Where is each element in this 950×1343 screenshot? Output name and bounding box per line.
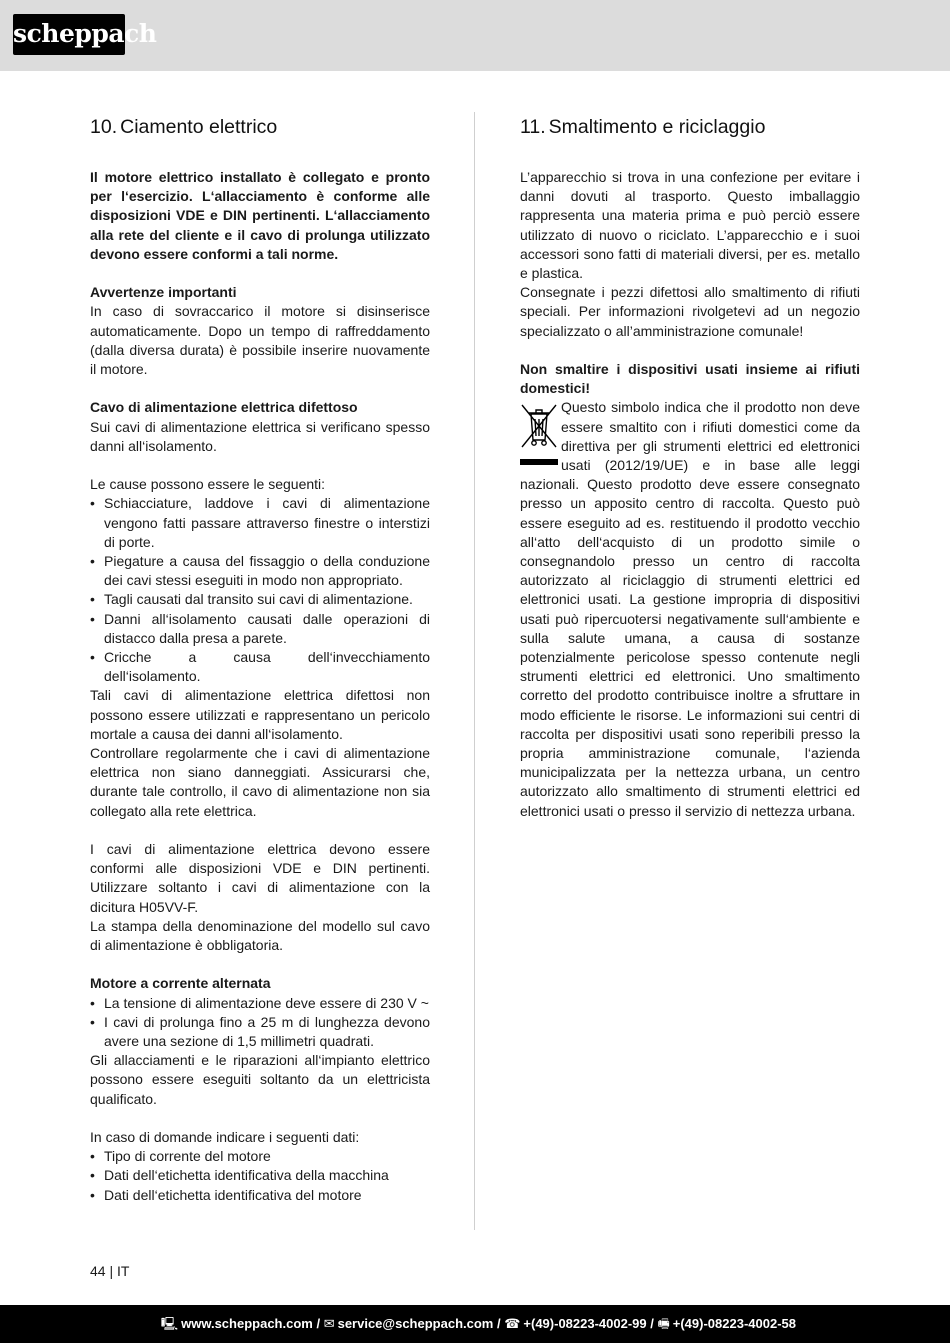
crossed-bin-icon xyxy=(520,402,558,468)
list-item: • Cricche a causa dell‘invecchiamento dell‘isolamento. xyxy=(90,648,430,686)
causes-list xyxy=(90,494,430,686)
causes-intro: Le cause possono essere le seguenti: xyxy=(90,476,326,493)
defective-paragraph: Consegnate i pezzi difettosi allo smaltimento di rifiuti speciali. Per informazioni rivolgetevi ad un negozio specializzato o all’amministrazione comunale! xyxy=(520,284,860,339)
phone-icon: ☎ xyxy=(504,1316,521,1331)
header-bar xyxy=(0,0,950,71)
page-number-value: 44 xyxy=(90,1263,106,1279)
footer-email[interactable]: service@scheppach.com / xyxy=(337,1316,501,1331)
danger-paragraph: Tali cavi di alimentazione elettrica difettosi non possono essere utilizzati e rappresentano un pericolo mortale a causa dei danni all‘isolamento. xyxy=(90,687,430,742)
mail-icon: ✉ xyxy=(323,1316,335,1331)
vde-paragraph: I cavi di alimentazione elettrica devono essere conformi alle disposizioni VDE e DIN pertinenti. Utilizzare soltanto i cavi di alimentazione con la dicitura H05VV-F. xyxy=(90,841,430,915)
fax-icon: 🖷 xyxy=(657,1316,670,1331)
list-item: • Danni all‘isolamento causati dalle operazioni di distacco dalla presa a parete. xyxy=(90,610,430,648)
section-title: Smaltimento e riciclaggio xyxy=(548,116,766,138)
list-item: • Tipo di corrente del motore xyxy=(90,1147,430,1166)
footer-phone: +(49)-08223-4002-99 / xyxy=(523,1316,654,1331)
monitor-icon: 🖳 xyxy=(160,1316,179,1331)
section-10-heading xyxy=(90,110,430,144)
list-item: • La tensione di alimentazione deve essere di 230 V ~ xyxy=(90,994,430,1013)
brand-logo xyxy=(13,14,157,55)
packaging-paragraph: L’apparecchio si trova in una confezione per evitare i danni dovuti al trasporto. Questo imballaggio rappresenta una materia prima e può perciò essere utilizzato di nuovo o riciclato. L’apparecchio e i suoi accessori sono fatti di materiali diversi, per es. metallo e plastica. xyxy=(520,169,860,282)
column-divider xyxy=(474,112,475,1230)
print-paragraph: La stampa della denominazione del modello sul cavo di alimentazione è obbligatoria. xyxy=(90,917,430,954)
ac-motor-list xyxy=(90,994,430,1052)
warnings-paragraph: In caso di sovraccarico il motore si disinserisce automaticamente. Dopo un tempo di raffreddamento (dalla diversa durata) è possibile inserire nuovamente il motore. xyxy=(90,303,430,378)
weee-paragraph: Questo simbolo indica che il prodotto non deve essere smaltito con i rifiuti domestici come da direttiva per gli strumenti elettrici ed elettronici usati (2012/19/UE) e in base alle leggi nazionali. Questo prodotto deve essere consegnato presso un apposito centro di raccolta. Questo può essere eseguito ad es. restituendo il prodotto vecchio all‘atto dell‘acquisto di un prodotto simile o consegnandolo presso un centro di raccolta autorizzato al riciclaggio di strumenti elettrici ed elettronici usati. La gestione impropria di dispositivi usati può ripercuotersi negativamente sull‘ambiente e sulla salute umana, a causa di sostanze potenzialmente pericolose spesso contenute negli strumenti elettrici ed elettronici. Uno smaltimento corretto del prodotto contribuisce inoltre a sfruttare in modo efficiente le risorse. Le informazioni sui centri di raccolta per dispositivi usati sono reperibili presso la propria amministrazione comunale, l‘azienda municipalizzata per la nettezza urbana, un centro autorizzato allo smaltimento di strumenti elettrici ed elettronici usati o presso il servizio di nettezza urbana. xyxy=(520,399,860,819)
footer-fax: +(49)-08223-4002-58 xyxy=(672,1316,796,1331)
page-language: IT xyxy=(117,1263,130,1279)
questions-list xyxy=(90,1147,430,1205)
section-title: Ciamento elettrico xyxy=(120,116,278,138)
footer-website[interactable]: www.scheppach.com / xyxy=(181,1316,321,1331)
list-item: • Schiacciature, laddove i cavi di alimentazione vengono fatti passare attraverso finestre o interstizi di porte. xyxy=(90,494,430,552)
section-11-heading xyxy=(520,110,860,144)
list-item: • Tagli causati dal transito sui cavi di alimentazione. xyxy=(90,590,430,609)
page-number: 44 | IT xyxy=(90,1263,130,1279)
cable-paragraph: Sui cavi di alimentazione elettrica si verificano spesso danni all‘isolamento. xyxy=(90,418,430,454)
logo-text: scheppach xyxy=(13,19,157,48)
warnings-heading: Avvertenze importanti xyxy=(90,284,237,301)
footer-bar xyxy=(0,1305,950,1343)
section-number: 11. xyxy=(520,116,546,138)
left-column xyxy=(90,110,430,1205)
right-column xyxy=(520,110,860,821)
list-item: • I cavi di prolunga fino a 25 m di lunghezza devono avere una sezione di 1,5 millimetri quadrati. xyxy=(90,1013,430,1051)
electrician-paragraph: Gli allacciamenti e le riparazioni all‘impianto elettrico possono essere eseguiti soltanto da un elettricista qualificato. xyxy=(90,1052,430,1107)
questions-intro: In caso di domande indicare i seguenti dati: xyxy=(90,1129,360,1146)
check-paragraph: Controllare regolarmente che i cavi di alimentazione elettrica non siano danneggiati. Assicurarsi che, durante tale controllo, il cavo di alimentazione non sia collegato alla rete elettrica. xyxy=(90,745,430,819)
section-number: 10. xyxy=(90,116,118,138)
list-item: • Dati dell‘etichetta identificativa del motore xyxy=(90,1186,430,1205)
weee-heading: Non smaltire i dispositivi usati insieme ai rifiuti domestici! xyxy=(520,361,860,397)
weee-block xyxy=(520,398,860,820)
list-item: • Piegature a causa del fissaggio o della conduzione dei cavi stessi eseguiti in modo non appropriato. xyxy=(90,552,430,590)
ac-motor-heading: Motore a corrente alternata xyxy=(90,975,271,992)
cable-heading: Cavo di alimentazione elettrica difettoso xyxy=(90,399,358,416)
intro-paragraph: Il motore elettrico installato è collegato e pronto per l‘esercizio. L‘allacciamento è conforme alle disposizioni VDE e DIN pertinenti. L‘allacciamento alla rete del cliente e il cavo di prolunga utilizzato devono essere conformi a tali norme. xyxy=(90,169,430,262)
list-item: • Dati dell‘etichetta identificativa della macchina xyxy=(90,1166,430,1185)
